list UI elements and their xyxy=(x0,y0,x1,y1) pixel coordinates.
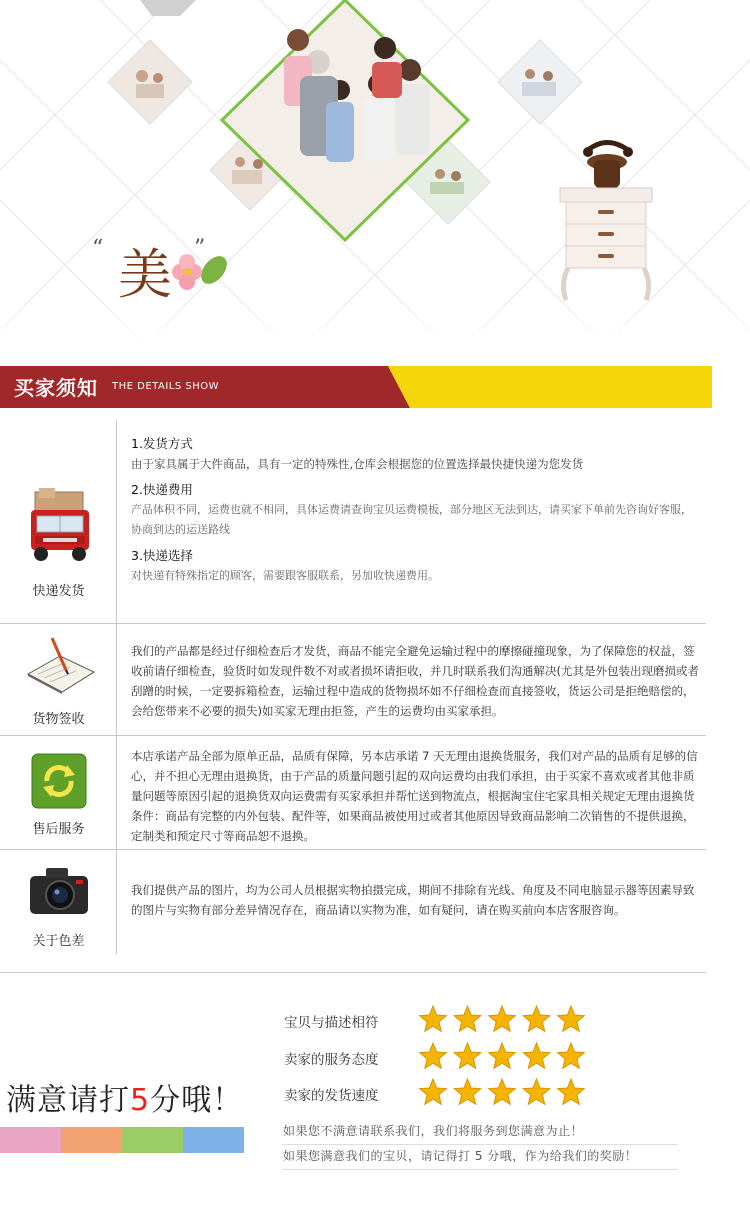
rating-item xyxy=(278,1076,698,1110)
color-block xyxy=(61,1127,122,1153)
shipping-text xyxy=(131,434,700,586)
color-block xyxy=(122,1127,183,1153)
after-sales-label: 售后服务 xyxy=(32,822,85,837)
top-banner xyxy=(0,0,750,345)
star-icon xyxy=(523,1006,550,1031)
color-difference-text: 我们提供产品的图片，均为公司人员根据实物拍摄完成，期间不排除有光线、角度及不同电脑显示器等因素导致的图片与实物有部分差异情况存在，商品请以实物为准，如有疑问，请在购买前向本店客服咨询。 xyxy=(131,883,695,917)
color-difference-label: 关于色差 xyxy=(32,934,85,949)
color-block xyxy=(183,1127,244,1153)
title-bar-background xyxy=(0,366,712,408)
beauty-character: 美 xyxy=(118,243,172,306)
slogan-prefix: 满意请打 xyxy=(6,1083,130,1118)
after-sales-icon-cell xyxy=(0,736,117,849)
color-block xyxy=(0,1127,61,1153)
color-strip xyxy=(0,1127,244,1153)
quote-close: ” xyxy=(194,236,206,261)
shipping-fee-text: 产品体积不同，运费也就不相同，具体运费请查询宝贝运费模板，部分地区无法到达，请买家下单前先咨询好客服，协商到达的运送路线 xyxy=(131,503,692,536)
star-icon xyxy=(420,1006,447,1031)
star-icon xyxy=(454,1079,481,1104)
receipt-row xyxy=(0,624,706,736)
star-icon xyxy=(523,1043,550,1068)
star-icon xyxy=(558,1006,585,1031)
courier-choice-text: 对快递有特殊指定的顾客，需要跟客服联系，另加收快递费用。 xyxy=(131,569,439,582)
after-sales-row xyxy=(0,736,706,850)
signing-pen-icon xyxy=(22,634,98,694)
rating-item xyxy=(278,1003,698,1037)
star-icon xyxy=(420,1043,447,1068)
rating-item xyxy=(278,1040,698,1074)
star-icon xyxy=(454,1043,481,1068)
star-icon xyxy=(454,1006,481,1031)
section-subtitle: THE DETAILS SHOW xyxy=(112,381,219,392)
rating-note-satisfied: 如果您满意我们的宝贝，请记得打 5 分哦，作为给我们的奖励！ xyxy=(283,1149,638,1163)
shipping-row xyxy=(0,420,706,624)
slogan-number: 5 xyxy=(130,1083,151,1118)
rating-label: 卖家的发货速度 xyxy=(284,1088,379,1104)
section-divider xyxy=(0,972,706,973)
quote-open: “ xyxy=(92,236,104,261)
star-icon xyxy=(523,1079,550,1104)
note-divider xyxy=(282,1169,678,1170)
five-stars-icon xyxy=(418,1003,590,1035)
rating-slogan xyxy=(6,1075,243,1119)
section-title-bar xyxy=(0,366,712,408)
rating-section xyxy=(0,975,750,1206)
courier-choice-heading: 3.快递选择 xyxy=(131,548,193,563)
star-icon xyxy=(489,1079,516,1104)
color-difference-icon-cell xyxy=(0,850,117,954)
shipping-method-heading: 1.发货方式 xyxy=(131,436,193,451)
rating-label: 卖家的服务态度 xyxy=(284,1052,379,1068)
rating-label: 宝贝与描述相符 xyxy=(284,1015,379,1031)
slogan-suffix: 分哦！ xyxy=(150,1083,244,1118)
shipping-fee-heading: 2.快递费用 xyxy=(131,482,193,497)
shipping-label: 快递发货 xyxy=(32,584,85,599)
shipping-icon-cell xyxy=(0,420,117,623)
color-difference-row xyxy=(0,850,706,954)
diamond-grid-background xyxy=(0,0,750,345)
section-title: 买家须知 xyxy=(14,376,98,400)
five-stars-icon xyxy=(418,1076,590,1108)
delivery-truck-icon xyxy=(25,488,95,568)
star-icon xyxy=(489,1043,516,1068)
rating-note-unsatisfied: 如果您不满意请联系我们，我们将服务到您满意为止！ xyxy=(283,1124,584,1138)
star-icon xyxy=(420,1079,447,1104)
star-icon xyxy=(489,1006,516,1031)
receipt-text: 我们的产品都是经过仔细检查后才发货，商品不能完全避免运输过程中的摩擦碰撞现象，为了保障您的权益，签收前请仔细检查，验货时如发现件数不对或者损坏请拒收，并几时联系我们沟通解决(尤其是外包装出现磨损或者刮蹭的时候，一定要拆箱检查，运输过程中造成的货物损坏如不仔细检查而直接签收，货运公司是拒绝赔偿的，会给您带来不必要的损失)如买家无理由拒签，产生的运费均由买家承担。 xyxy=(131,644,699,718)
after-sales-text: 本店承诺产品全部为原单正品，品质有保障，另本店承诺 7 天无理由退换货服务，我们对产品的品质有足够的信心，并不担心无理由退换货，由于产品的质量问题引起的双向运费均由我们承担，由于买家不喜欢或者其他非质量问题等原因引起的退换货双向运费需有买家承担并帮忙送到物流点，根据淘宝住宅家具相关规定无理由退换货条件：商品有完整的内外包装、配件等，如果商品被使用过或者其他原因导致商品影响二次销售的不提供退换，定制类和预定尺寸等商品恕不退换。 xyxy=(131,749,698,843)
receipt-label: 货物签收 xyxy=(32,712,85,727)
shipping-method-text: 由于家具属于大件商品，具有一定的特殊性,仓库会根据您的位置选择最快捷快递为您发货 xyxy=(131,457,584,471)
receipt-icon-cell xyxy=(0,624,117,735)
refresh-arrows-icon xyxy=(31,753,87,809)
star-icon xyxy=(558,1043,585,1068)
five-stars-icon xyxy=(418,1040,590,1072)
nightstand-telephone-image xyxy=(560,143,652,301)
camera-icon xyxy=(28,866,90,918)
note-divider xyxy=(282,1144,678,1145)
star-icon xyxy=(558,1079,585,1104)
